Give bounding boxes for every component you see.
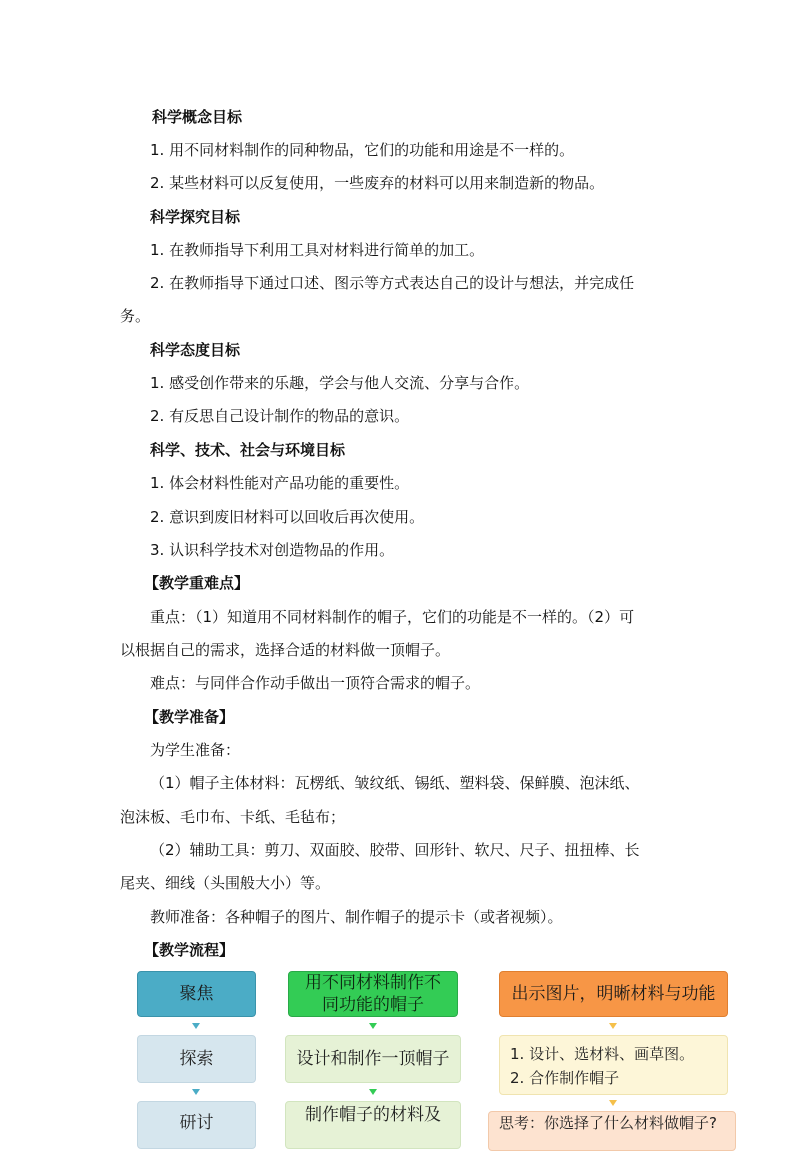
flow-discuss-detail-box: 制作帽子的材料及 [285, 1101, 461, 1149]
preparation-line-1: 为学生准备： [150, 741, 241, 759]
flow-focus-detail-box: 用不同材料制作不同功能的帽子 [288, 971, 458, 1017]
flow-arrow-2 [192, 1089, 200, 1095]
concept-goal-heading: 科学概念目标 [152, 108, 243, 126]
flow-explore-box: 探索 [137, 1035, 256, 1083]
process-heading: 【教学流程】 [144, 941, 235, 959]
flow-arrow-6 [609, 1100, 617, 1106]
inquiry-goal-item-2: 2. 在教师指导下通过口述、图示等方式表达自己的设计与想法，并完成任 [150, 274, 635, 292]
flow-arrow-5 [609, 1023, 617, 1029]
flow-arrow-4 [369, 1089, 377, 1095]
preparation-line-3: 泡沫板、毛巾布、卡纸、毛毡布； [120, 808, 346, 826]
flow-focus-box: 聚焦 [137, 971, 256, 1017]
stse-goal-item-2: 2. 意识到废旧材料可以回收后再次使用。 [150, 508, 425, 526]
flow-explore-detail-box: 设计和制作一顶帽子 [285, 1035, 461, 1083]
inquiry-goal-heading: 科学探究目标 [150, 208, 241, 226]
attitude-goal-heading: 科学态度目标 [150, 341, 241, 359]
concept-goal-item-2: 2. 某些材料可以反复使用，一些废弃的材料可以用来制造新的物品。 [150, 174, 605, 192]
stse-goal-heading: 科学、技术、社会与环境目标 [150, 441, 346, 459]
attitude-goal-item-1: 1. 感受创作带来的乐趣，学会与他人交流、分享与合作。 [150, 374, 530, 392]
key-points-line-1: 重点：（1）知道用不同材料制作的帽子，它们的功能是不一样的。（2）可 [150, 608, 635, 626]
flow-arrow-1 [192, 1023, 200, 1029]
concept-goal-item-1: 1. 用不同材料制作的同种物品，它们的功能和用途是不一样的。 [150, 141, 575, 159]
flow-discuss-box: 研讨 [137, 1101, 256, 1149]
flow-focus-activity-box: 出示图片，明晰材料与功能 [499, 971, 728, 1017]
flow-explore-activity-box [499, 1035, 728, 1095]
stse-goal-item-1: 1. 体会材料性能对产品功能的重要性。 [150, 474, 410, 492]
inquiry-goal-item-1: 1. 在教师指导下利用工具对材料进行简单的加工。 [150, 241, 485, 259]
preparation-line-6: 教师准备：各种帽子的图片、制作帽子的提示卡（或者视频）。 [150, 908, 563, 926]
preparation-heading: 【教学准备】 [144, 708, 235, 726]
attitude-goal-item-2: 2. 有反思自己设计制作的物品的意识。 [150, 407, 410, 425]
preparation-line-4: （2）辅助工具：剪刀、双面胶、胶带、回形针、软尺、尺子、扭扭棒、长 [150, 841, 640, 859]
preparation-line-5: 尾夹、细线（头围般大小）等。 [120, 874, 331, 892]
stse-goal-item-3: 3. 认识科学技术对创造物品的作用。 [150, 541, 395, 559]
flow-discuss-activity-box: 思考：你选择了什么材料做帽子? [488, 1111, 736, 1151]
flow-activity-item-2: 2. 合作制作帽子 [510, 1069, 620, 1087]
key-points-line-2: 以根据自己的需求，选择合适的材料做一顶帽子。 [120, 641, 451, 659]
preparation-line-2: （1）帽子主体材料：瓦楞纸、皱纹纸、锡纸、塑料袋、保鲜膜、泡沫纸、 [150, 774, 640, 792]
flow-activity-item-1: 1. 设计、选材料、画草图。 [510, 1045, 695, 1063]
key-points-line-3: 难点：与同伴合作动手做出一顶符合需求的帽子。 [150, 674, 481, 692]
flow-arrow-3 [369, 1023, 377, 1029]
key-points-heading: 【教学重难点】 [144, 574, 250, 592]
inquiry-goal-item-2-cont: 务。 [120, 307, 151, 325]
